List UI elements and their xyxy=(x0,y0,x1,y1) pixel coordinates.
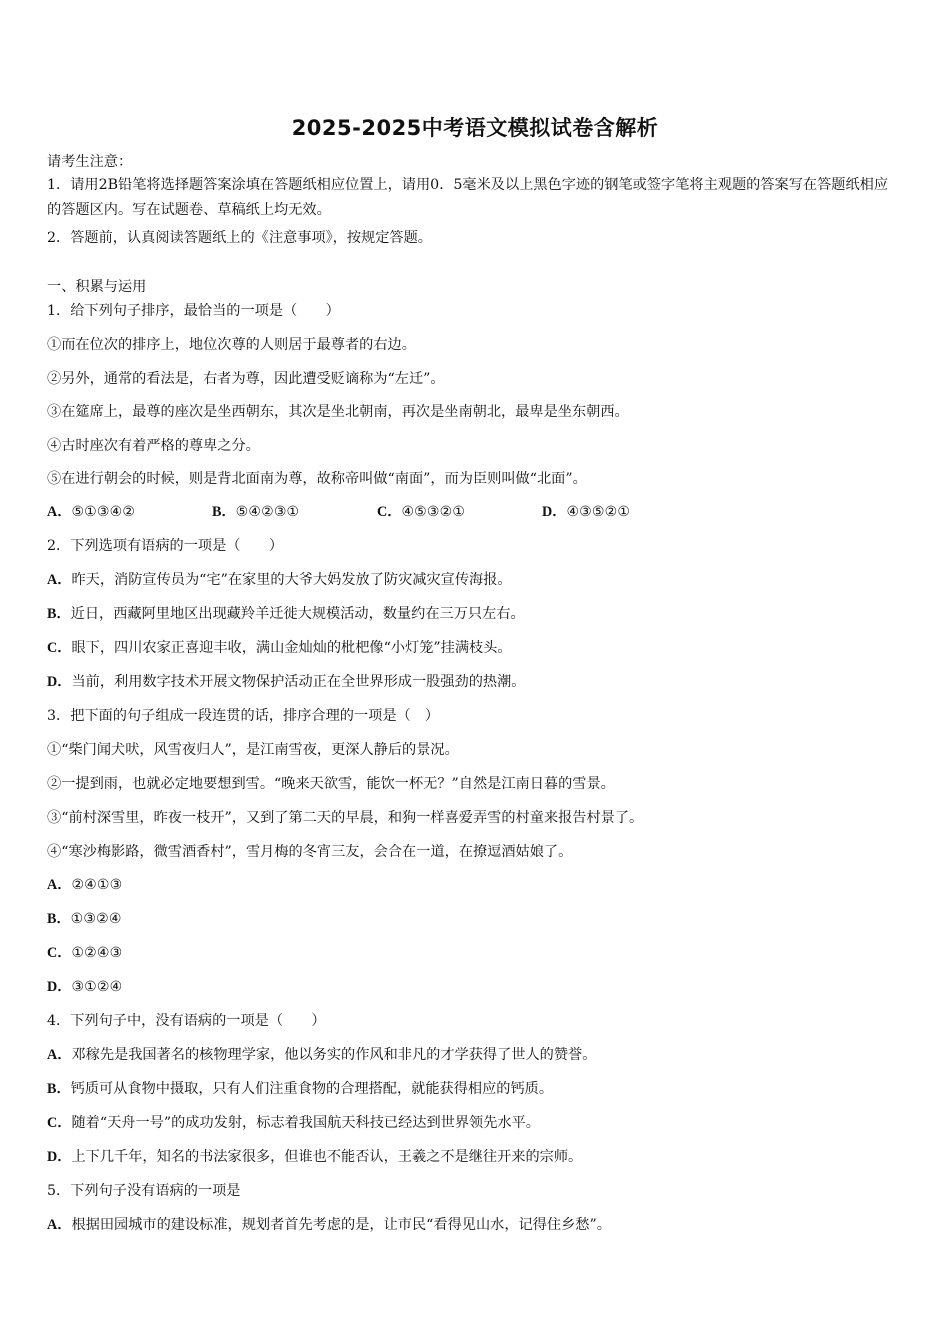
q1-option-b-text: ⑤④②③① xyxy=(235,504,300,520)
q4-option-c xyxy=(47,1113,540,1133)
notice-item-1: 1．请用2B铅笔将选择题答案涂填在答题纸相应位置上，请用0．5毫米及以上黑色字迹的钢笔或签字笔将主观题的答案写在答题纸相应的答题区内。写在试题卷、草稿纸上均无效。 xyxy=(47,177,889,218)
q3-option-b-label: B． xyxy=(47,911,71,927)
q2-option-d xyxy=(47,672,525,692)
q3-option-c-text: ①②④③ xyxy=(71,945,123,961)
q1-options xyxy=(47,502,630,522)
q2-option-b xyxy=(47,604,525,624)
q1-option-c-text: ④⑤③②① xyxy=(401,504,466,520)
q2-option-d-text: 当前，利用数字技术开展文物保护活动正在全世界形成一股强劲的热潮。 xyxy=(71,674,526,690)
q3-option-d xyxy=(47,977,122,997)
q1-option-b xyxy=(212,502,377,522)
q5-option-a-label: A． xyxy=(47,1217,72,1233)
notice-item-2: 2．答题前，认真阅读答题纸上的《注意事项》，按规定答题。 xyxy=(47,230,432,246)
q1-option-d-label: D． xyxy=(542,504,567,520)
q3-option-c-label: C． xyxy=(47,945,72,961)
q2-option-c-text: 眼下，四川农家正喜迎丰收，满山金灿灿的枇杷像“小灯笼”挂满枝头。 xyxy=(71,640,512,656)
q1-option-a xyxy=(47,502,212,522)
q1-sentence-2: ②另外，通常的看法是，右者为尊，因此遭受贬谪称为“左迁”。 xyxy=(47,371,445,387)
q3-sentence-4: ④“寒沙梅影路，微雪酒香村”，雪月梅的冬宵三友，会合在一道，在撩逗酒姑娘了。 xyxy=(47,844,573,860)
q2-option-d-label: D． xyxy=(47,674,72,690)
q4-option-a-label: A． xyxy=(47,1047,72,1063)
q4-option-b xyxy=(47,1079,553,1099)
q5-option-a-text: 根据田园城市的建设标准，规划者首先考虑的是，让市民“看得见山水，记得住乡愁”。 xyxy=(71,1217,611,1233)
q2-option-c-label: C． xyxy=(47,640,72,656)
q4-option-c-label: C． xyxy=(47,1115,72,1131)
q4-option-b-label: B． xyxy=(47,1081,71,1097)
q2-option-a xyxy=(47,570,512,590)
q4-option-a xyxy=(47,1045,596,1065)
q2-option-a-text: 昨天，消防宣传员为“宅”在家里的大爷大妈发放了防灾减灾宣传海报。 xyxy=(71,572,512,588)
q1-stem: 1．给下列句子排序，最恰当的一项是（ ） xyxy=(47,303,340,319)
q3-option-a xyxy=(47,875,122,895)
q2-option-a-label: A． xyxy=(47,572,72,588)
q5-stem: 5．下列句子没有语病的一项是 xyxy=(47,1183,241,1199)
q1-option-a-label: A． xyxy=(47,504,72,520)
q4-option-d xyxy=(47,1147,582,1167)
q4-option-d-text: 上下几千年，知名的书法家很多，但谁也不能否认，王羲之不是继往开来的宗师。 xyxy=(71,1149,583,1165)
q1-sentence-1: ①而在位次的排序上，地位次尊的人则居于最尊者的右边。 xyxy=(47,337,416,353)
q2-option-b-text: 近日，西藏阿里地区出现藏羚羊迁徙大规模活动，数量约在三万只左右。 xyxy=(70,606,525,622)
q1-sentence-3: ③在筵席上，最尊的座次是坐西朝东，其次是坐北朝南，再次是坐南朝北，最卑是坐东朝西。 xyxy=(47,404,629,420)
q2-stem: 2．下列选项有语病的一项是（ ） xyxy=(47,538,284,554)
q2-option-b-label: B． xyxy=(47,606,71,622)
q1-option-c xyxy=(377,502,542,522)
q3-option-b xyxy=(47,909,122,929)
q3-option-a-text: ②④①③ xyxy=(71,877,123,893)
q4-option-a-text: 邓稼先是我国著名的核物理学家，他以务实的作风和非凡的才学获得了世人的赞誉。 xyxy=(71,1047,597,1063)
q1-sentence-4: ④古时座次有着严格的尊卑之分。 xyxy=(47,438,260,454)
q1-sentence-5: ⑤在进行朝会的时候，则是背北面南为尊，故称帝叫做“南面”，而为臣则叫做“北面”。 xyxy=(47,471,587,487)
q3-sentence-1: ①“柴门闻犬吠，风雪夜归人”，是江南雪夜，更深人静后的景况。 xyxy=(47,742,459,758)
q3-option-d-label: D． xyxy=(47,979,72,995)
q4-stem: 4．下列句子中，没有语病的一项是（ ） xyxy=(47,1013,326,1029)
q3-option-a-label: A． xyxy=(47,877,72,893)
q4-option-d-label: D． xyxy=(47,1149,72,1165)
q3-sentence-3: ③“前村深雪里，昨夜一枝开”，又到了第二天的早晨，和狗一样喜爱弄雪的村童来报告村景了。 xyxy=(47,810,644,826)
q3-option-b-text: ①③②④ xyxy=(70,911,122,927)
q4-option-b-text: 钙质可从食物中摄取，只有人们注重食物的合理搭配，就能获得相应的钙质。 xyxy=(70,1081,554,1097)
q1-option-d-text: ④③⑤②① xyxy=(566,504,631,520)
q3-stem: 3．把下面的句子组成一段连贯的话，排序合理的一项是（ ） xyxy=(47,708,440,724)
q1-option-b-label: B． xyxy=(212,504,236,520)
q1-option-c-label: C． xyxy=(377,504,402,520)
q5-option-a xyxy=(47,1215,611,1235)
q3-option-d-text: ③①②④ xyxy=(71,979,123,995)
q1-option-a-text: ⑤①③④② xyxy=(71,504,136,520)
page-title: 2025-2025中考语文模拟试卷含解析 xyxy=(291,116,659,140)
q1-option-d xyxy=(542,502,630,522)
section-heading: 一、积累与运用 xyxy=(47,279,147,295)
q2-option-c xyxy=(47,638,512,658)
notice-heading: 请考生注意： xyxy=(47,154,133,170)
q3-sentence-2: ②一提到雨，也就必定地要想到雪。“晚来天欲雪，能饮一杯无？”自然是江南日暮的雪景。 xyxy=(47,776,615,792)
q4-option-c-text: 随着“天舟一号”的成功发射，标志着我国航天科技已经达到世界领先水平。 xyxy=(71,1115,540,1131)
q3-option-c xyxy=(47,943,122,963)
